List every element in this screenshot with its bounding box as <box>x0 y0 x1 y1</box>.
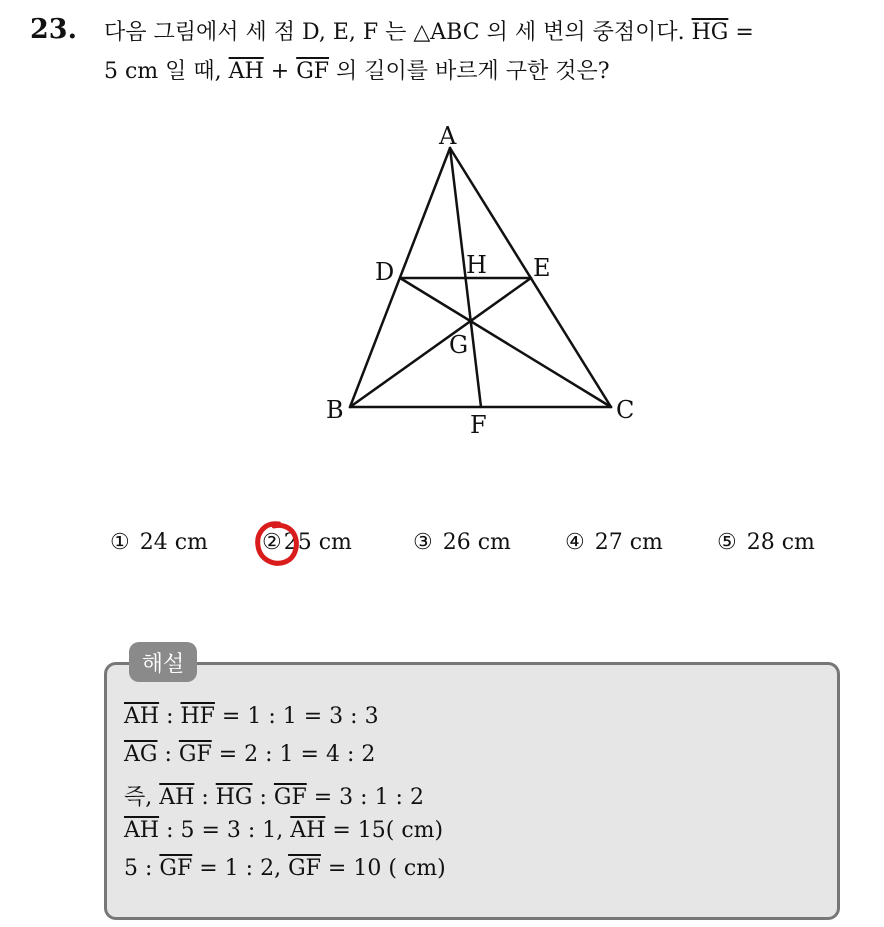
segment-ag: $\overline{AG}$ <box>124 742 158 767</box>
ratio-colon: : <box>157 742 179 767</box>
segment-gf: $\overline{GF}$ <box>159 856 193 881</box>
ratio-colon: : <box>194 785 216 810</box>
ratio-result: = 10 ( cm) <box>320 856 446 881</box>
segment-hf: $\overline{HF}$ <box>180 704 215 729</box>
equals-sign: = <box>735 20 754 45</box>
segment-ah: $\overline{AH}$ <box>228 59 264 84</box>
solution-line-5 <box>124 856 446 881</box>
question-text-pre: 다음 그림에서 세 점 D, E, F 는 △ABC 의 세 변의 중점이다. <box>104 20 685 45</box>
choice-3[interactable] <box>413 530 511 555</box>
plus-sign: + <box>270 59 290 84</box>
choice-2[interactable] <box>262 530 352 555</box>
point-label-h: H <box>466 251 487 279</box>
segment-hg: $\overline{HG}$ <box>691 20 729 45</box>
solution-line-2 <box>124 742 375 767</box>
choice-text: 25 cm <box>283 530 352 555</box>
ratio-result: = 15( cm) <box>325 818 444 843</box>
segment-gf: $\overline{GF}$ <box>296 59 330 84</box>
ratio-result: = 1 : 1 = 3 : 3 <box>214 704 379 729</box>
segment-ah: $\overline{AH}$ <box>124 818 160 843</box>
ratio-equation: = 1 : 2, <box>192 856 289 881</box>
choice-4[interactable] <box>565 530 663 555</box>
segment-gf: $\overline{GF}$ <box>273 785 307 810</box>
segment-hg: $\overline{HG}$ <box>215 785 253 810</box>
solution-prefix: 즉, <box>124 785 160 810</box>
choice-number: ③ <box>413 530 433 555</box>
question-given-value: 5 cm 일 때, <box>104 59 222 84</box>
solution-prefix: 5 : <box>124 856 160 881</box>
choice-5[interactable] <box>717 530 815 555</box>
solution-line-4 <box>124 818 443 843</box>
choice-number: ④ <box>565 530 585 555</box>
choice-number: ⑤ <box>717 530 737 555</box>
question-ask: 의 길이를 바르게 구한 것은? <box>336 59 610 84</box>
ratio-equation: : 5 = 3 : 1, <box>159 818 291 843</box>
vertex-label-b: B <box>326 396 344 424</box>
choice-number: ② <box>262 530 282 555</box>
point-label-f: F <box>470 411 487 439</box>
segment-ah: $\overline{AH}$ <box>159 785 195 810</box>
selection-circle-mark <box>252 518 304 570</box>
segment-gf: $\overline{GF}$ <box>288 856 321 881</box>
choice-text: 24 cm <box>139 530 208 555</box>
solution-line-1 <box>124 704 379 729</box>
vertex-label-c: C <box>616 396 635 424</box>
point-label-e: E <box>533 254 551 282</box>
ratio-colon: : <box>159 704 181 729</box>
vertex-label-a: A <box>439 122 457 150</box>
choice-text: 26 cm <box>442 530 511 555</box>
segment-ah: $\overline{AH}$ <box>290 818 326 843</box>
choice-text: 28 cm <box>746 530 815 555</box>
point-label-g: G <box>449 331 469 359</box>
choice-1[interactable] <box>110 530 208 555</box>
solution-badge: 해설 <box>129 642 197 682</box>
segment-ah: $\overline{AH}$ <box>124 704 160 729</box>
choice-number: ① <box>110 530 130 555</box>
solution-line-3 <box>124 780 424 811</box>
ratio-result: = 3 : 1 : 2 <box>306 785 424 810</box>
segment-gf: $\overline{GF}$ <box>178 742 212 767</box>
question-number: 23. <box>30 14 77 45</box>
point-label-d: D <box>375 258 395 286</box>
ratio-result: = 2 : 1 = 4 : 2 <box>211 742 376 767</box>
ratio-colon: : <box>252 785 274 810</box>
choice-text: 27 cm <box>594 530 663 555</box>
